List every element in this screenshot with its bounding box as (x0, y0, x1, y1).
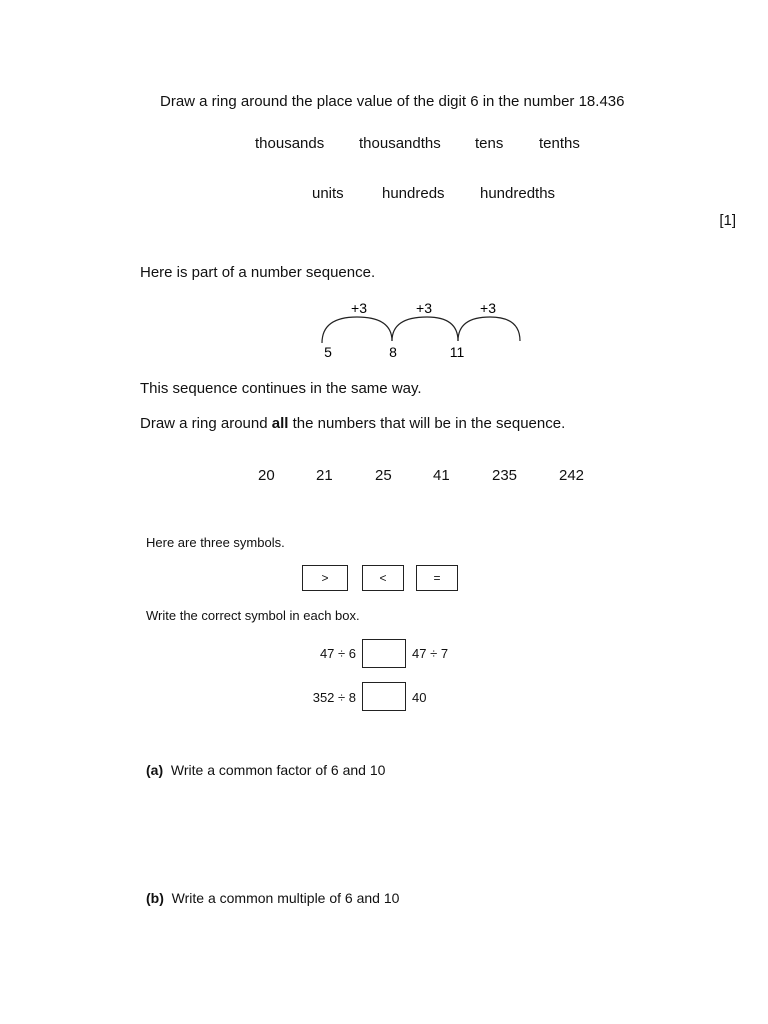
answer-box-2[interactable] (362, 682, 406, 711)
part-a-text: Write a common factor of 6 and 10 (170, 762, 386, 778)
sequence-term: 11 (449, 344, 465, 360)
option-units[interactable]: units (312, 185, 344, 202)
instruction-text: Draw a ring around (140, 415, 272, 432)
sequence-step: +3 (480, 300, 496, 316)
option-tenths[interactable]: tenths (539, 135, 580, 152)
option-hundredths[interactable]: hundredths (480, 185, 556, 202)
q4b (146, 890, 399, 906)
option-235[interactable]: 235 (492, 467, 518, 484)
option-thousands[interactable]: thousands (255, 135, 325, 152)
part-a-label: (a) (146, 762, 164, 778)
option-20[interactable]: 20 (258, 467, 275, 484)
q3-instruction: Write the correct symbol in each box. (146, 608, 360, 623)
option-25[interactable]: 25 (375, 467, 392, 484)
sequence-step: +3 (416, 300, 432, 316)
option-242[interactable]: 242 (559, 467, 585, 484)
q1-prompt: Draw a ring around the place value of the digit 6 in the number 18.436 (160, 93, 625, 110)
part-b-label: (b) (146, 890, 164, 906)
sequence-step: +3 (351, 300, 367, 316)
option-21[interactable]: 21 (316, 467, 333, 484)
sequence-arc (322, 317, 392, 343)
sequence-term: 8 (389, 344, 397, 360)
sequence-arc (392, 317, 458, 341)
q2-instruction (140, 415, 565, 432)
q4a (146, 762, 385, 778)
option-41[interactable]: 41 (433, 467, 450, 484)
instruction-bold: all (271, 415, 289, 432)
q2-continues: This sequence continues in the same way. (140, 380, 422, 397)
part-b-text: Write a common multiple of 6 and 10 (171, 890, 400, 906)
answer-box-1[interactable] (362, 639, 406, 668)
sequence-arc (458, 317, 520, 341)
expression-left: 352 ÷ 8 (312, 690, 356, 705)
expression-right: 47 ÷ 7 (412, 646, 449, 661)
q3-intro: Here are three symbols. (146, 535, 285, 550)
expression-left: 47 ÷ 6 (319, 646, 356, 661)
sequence-diagram (300, 295, 540, 365)
q1-mark: [1] (719, 212, 736, 229)
expression-right: 40 (412, 690, 427, 705)
q2-intro: Here is part of a number sequence. (140, 264, 376, 281)
symbol-greater-than: > (302, 565, 348, 591)
option-tens[interactable]: tens (475, 135, 504, 152)
option-thousandths[interactable]: thousandths (359, 135, 441, 152)
symbol-equals: = (416, 565, 458, 591)
option-hundreds[interactable]: hundreds (382, 185, 445, 202)
instruction-text: the numbers that will be in the sequence. (288, 415, 566, 432)
symbol-less-than: < (362, 565, 404, 591)
sequence-term: 5 (324, 344, 332, 360)
